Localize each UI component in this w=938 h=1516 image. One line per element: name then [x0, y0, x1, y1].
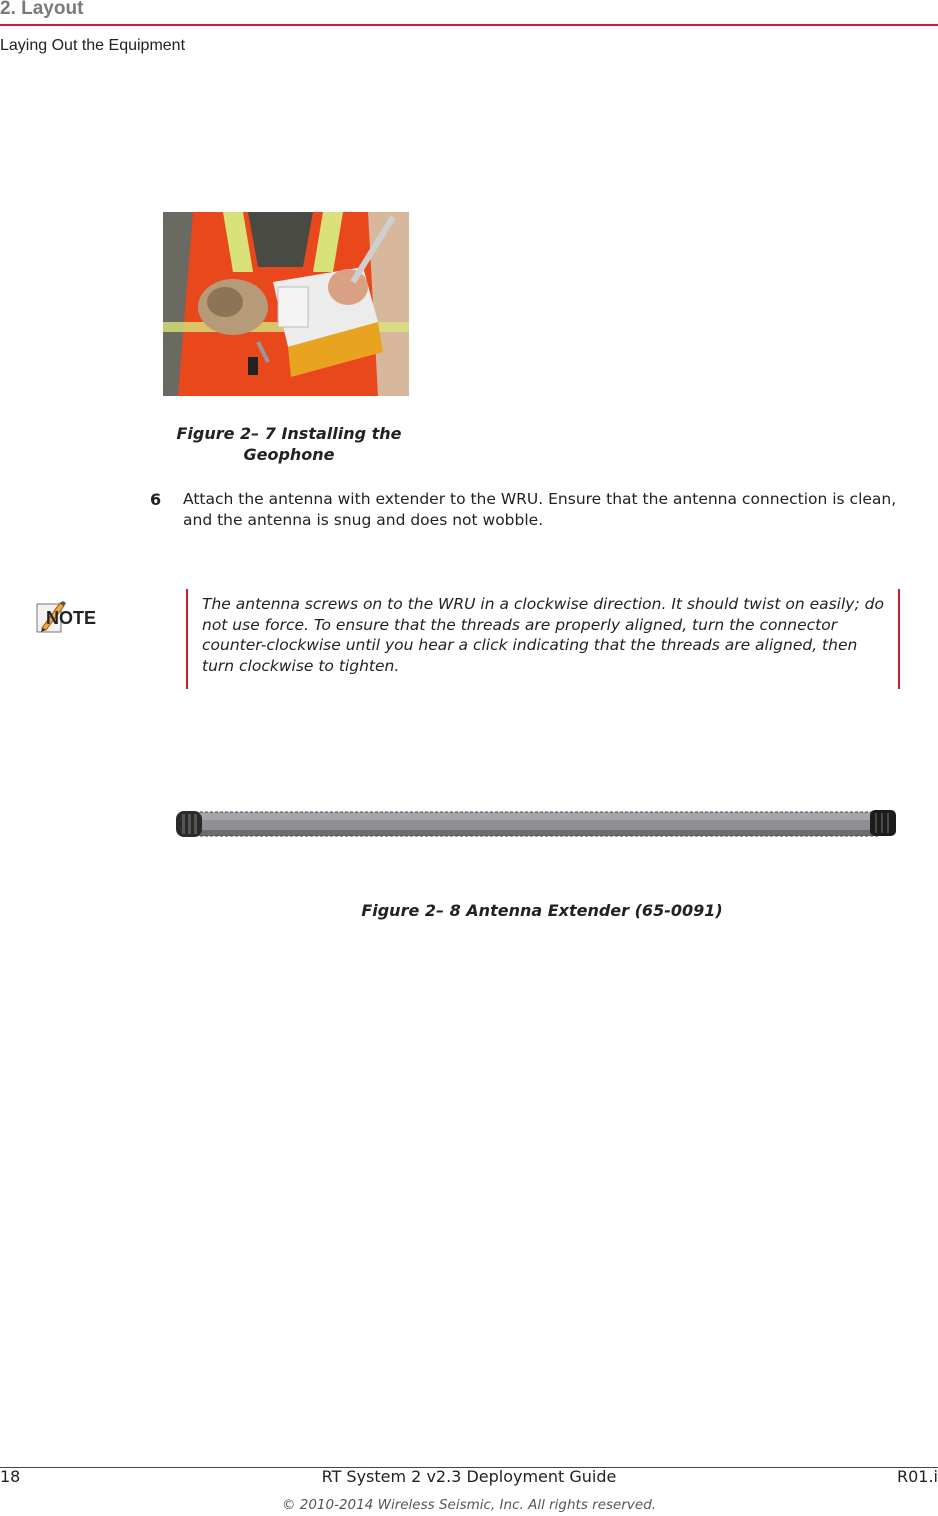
figure-7-caption: Figure 2– 7 Installing the Geophone [176, 424, 402, 464]
page-number: 18 [0, 1467, 21, 1486]
figure-8-caption: Figure 2– 8 Antenna Extender (65-0091) [361, 901, 723, 920]
revision: R01.i [896, 1467, 938, 1486]
header-divider [0, 24, 938, 26]
copyright: © 2010-2014 Wireless Seismic, Inc. All rights reserved. [281, 1497, 657, 1513]
step-number: 6 [150, 490, 162, 509]
note-box [186, 589, 900, 689]
note-label: NOTE [46, 608, 97, 628]
section-title: Laying Out the Equipment [0, 37, 186, 54]
antenna-extender-image [170, 802, 900, 848]
chapter-title: 2. Layout [0, 0, 84, 19]
document-title: RT System 2 v2.3 Deployment Guide [321, 1467, 617, 1486]
step-text: Attach the antenna with extender to the WRU. Ensure that the antenna connection is clean, and the antenna is snug and does not wobble. [183, 490, 897, 529]
note-text: The antenna screws on to the WRU in a clockwise direction. It should twist on easily; do not use force. To ensure that the threads are properly aligned, turn the connector counter-clockwise until you hear a click indicating that the threads are aligned, then turn clockwise to tighten. [202, 595, 884, 675]
geophone-installation-photo [163, 212, 409, 396]
